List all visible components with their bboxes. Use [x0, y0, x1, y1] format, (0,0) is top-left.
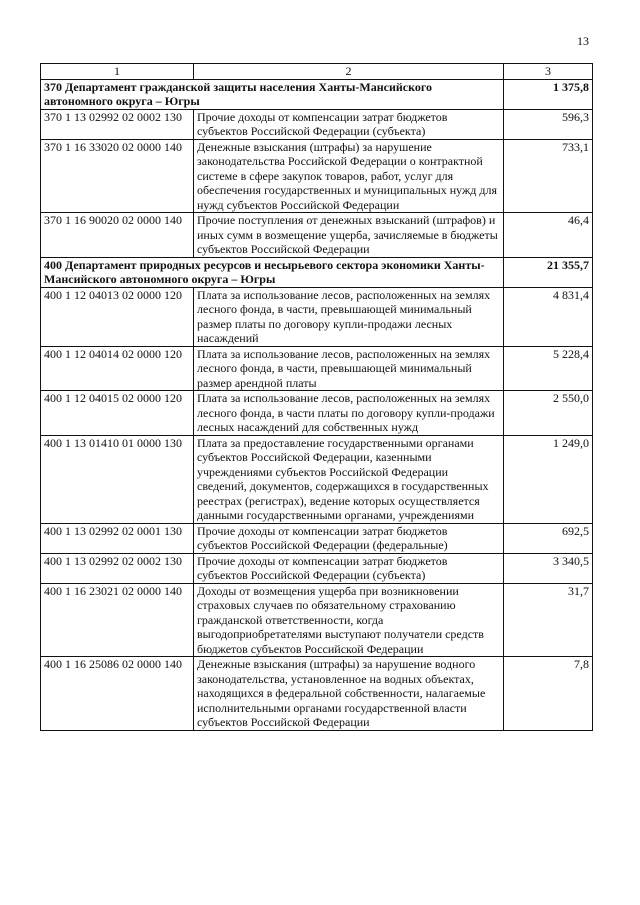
- amount: 7,8: [504, 657, 593, 731]
- table-body: [41, 79, 593, 730]
- amount: 596,3: [504, 109, 593, 139]
- budget-code: 370 1 16 90020 02 0000 140: [41, 213, 194, 258]
- amount: 4 831,4: [504, 287, 593, 346]
- page-number: 13: [577, 34, 589, 48]
- amount: 5 228,4: [504, 346, 593, 391]
- budget-code: 400 1 16 25086 02 0000 140: [41, 657, 194, 731]
- amount: 3 340,5: [504, 553, 593, 583]
- table-row: [41, 523, 593, 553]
- budget-code: 400 1 13 02992 02 0002 130: [41, 553, 194, 583]
- budget-code: 370 1 13 02992 02 0002 130: [41, 109, 194, 139]
- table-row: [41, 391, 593, 436]
- amount: 692,5: [504, 523, 593, 553]
- budget-code: 400 1 12 04014 02 0000 120: [41, 346, 194, 391]
- table-row: [41, 287, 593, 346]
- revenue-description: Плата за использование лесов, расположенных на землях лесного фонда, в части, превышающей минимальный размер платы по договору купли-продажи лесных насаждений: [194, 287, 504, 346]
- budget-code: 400 1 12 04013 02 0000 120: [41, 287, 194, 346]
- budget-code: 370 1 16 33020 02 0000 140: [41, 139, 194, 213]
- revenue-description: Плата за предоставление государственными органами субъектов Российской Федерации, казенными учреждениями субъектов Российской Федерации сведений, документов, содержащихся в государственных реестрах (регистрах), ведение которых осуществляется данными государственными органами, учреждениями: [194, 435, 504, 523]
- revenue-description: Плата за использование лесов, расположенных на землях лесного фонда, в части, превышающей минимальный размер арендной платы: [194, 346, 504, 391]
- column-number-row: [41, 64, 593, 80]
- budget-code: 400 1 13 02992 02 0001 130: [41, 523, 194, 553]
- table-row: [41, 109, 593, 139]
- amount: 1 249,0: [504, 435, 593, 523]
- revenue-description: Прочие доходы от компенсации затрат бюджетов субъектов Российской Федерации (федеральные): [194, 523, 504, 553]
- amount: 46,4: [504, 213, 593, 258]
- revenue-description: Плата за использование лесов, расположенных на землях лесного фонда, в части платы по договору купли-продажи лесных насаждений для собственных нужд: [194, 391, 504, 436]
- revenue-description: Прочие доходы от компенсации затрат бюджетов субъектов Российской Федерации (субъекта): [194, 109, 504, 139]
- table-row: [41, 346, 593, 391]
- amount: 31,7: [504, 583, 593, 657]
- revenue-table: [40, 63, 593, 731]
- amount: 1 375,8: [504, 79, 593, 109]
- amount: 21 355,7: [504, 257, 593, 287]
- budget-code: 400 1 12 04015 02 0000 120: [41, 391, 194, 436]
- amount: 2 550,0: [504, 391, 593, 436]
- department-name: 370 Департамент гражданской защиты населения Ханты-Мансийского автономного округа – Югры: [41, 79, 504, 109]
- department-row: [41, 257, 593, 287]
- revenue-description: Доходы от возмещения ущерба при возникновении страховых случаев по обязательному страхованию гражданской ответственности, когда выгодоприобретателями выступают получатели средств бюджетов субъектов Российской Федерации: [194, 583, 504, 657]
- column-number-2: 2: [194, 64, 504, 80]
- table-row: [41, 435, 593, 523]
- column-number-3: 3: [504, 64, 593, 80]
- table-row: [41, 553, 593, 583]
- table-row: [41, 139, 593, 213]
- revenue-description: Денежные взыскания (штрафы) за нарушение водного законодательства, установленное на водных объектах, находящихся в федеральной собственности, налагаемые исполнительными органами государственной власти субъектов Российской Федерации: [194, 657, 504, 731]
- table-row: [41, 213, 593, 258]
- department-name: 400 Департамент природных ресурсов и несырьевого сектора экономики Ханты-Мансийского автономного округа – Югры: [41, 257, 504, 287]
- budget-code: 400 1 13 01410 01 0000 130: [41, 435, 194, 523]
- department-row: [41, 79, 593, 109]
- table-row: [41, 583, 593, 657]
- column-number-1: 1: [41, 64, 194, 80]
- revenue-description: Прочие доходы от компенсации затрат бюджетов субъектов Российской Федерации (субъекта): [194, 553, 504, 583]
- amount: 733,1: [504, 139, 593, 213]
- revenue-description: Денежные взыскания (штрафы) за нарушение законодательства Российской Федерации о контрактной системе в сфере закупок товаров, работ, услуг для обеспечения государственных и муниципальных нужд для нужд субъектов Российской Федерации: [194, 139, 504, 213]
- table-row: [41, 657, 593, 731]
- revenue-description: Прочие поступления от денежных взысканий (штрафов) и иных сумм в возмещение ущерба, зачисляемые в бюджеты субъектов Российской Федерации: [194, 213, 504, 258]
- budget-code: 400 1 16 23021 02 0000 140: [41, 583, 194, 657]
